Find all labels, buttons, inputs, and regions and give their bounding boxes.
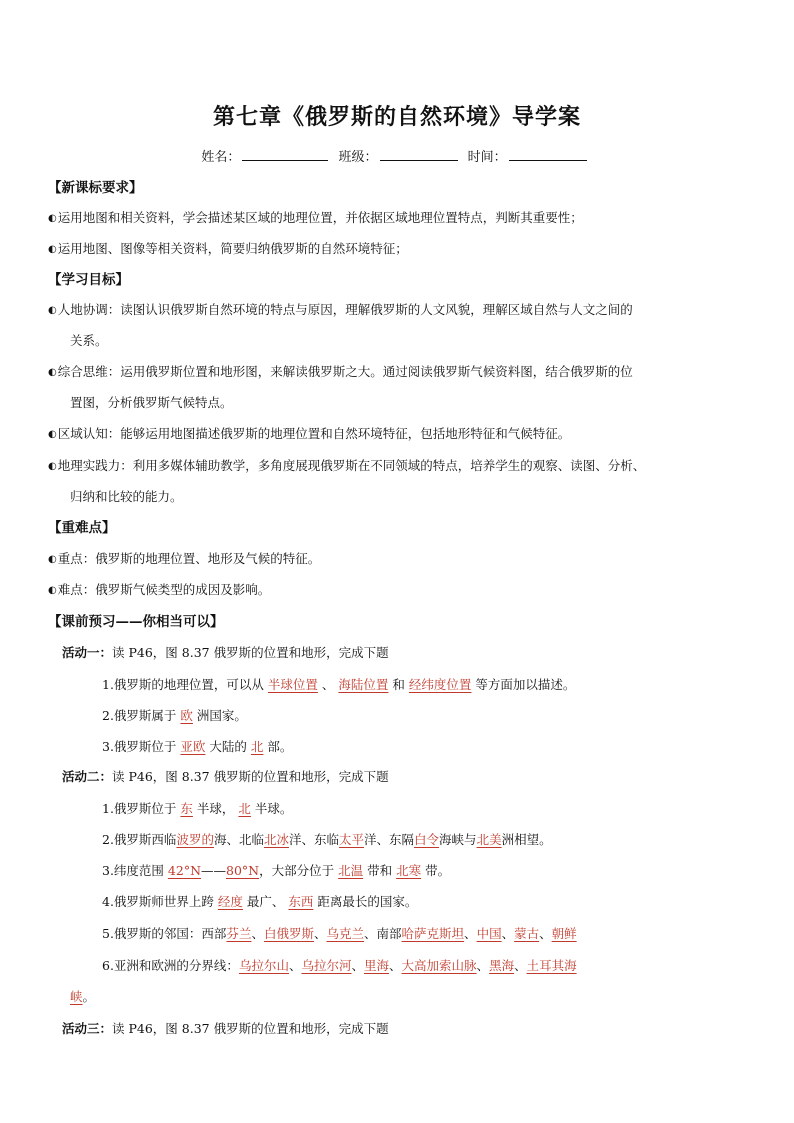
separator: 、	[313, 926, 327, 941]
answer: 太平	[339, 832, 365, 847]
question-text: 3.俄罗斯位于	[102, 739, 177, 754]
question-line	[102, 892, 794, 910]
class-label: 班级：	[338, 150, 378, 165]
question-text: 带和	[367, 863, 393, 878]
question-line	[102, 675, 794, 693]
section-header-preview: 【课前预习——你相当可以】	[48, 614, 224, 630]
answer: 朝鲜	[551, 926, 577, 941]
question-text: 距离最长的国家。	[317, 894, 418, 909]
section-header-standards: 【新课标要求】	[48, 180, 143, 196]
item-text: 区域认知：能够运用地图描述俄罗斯的地理位置和自然环境特征，包括地形特征和气候特征。	[57, 426, 571, 441]
answer: 里海	[364, 958, 390, 973]
question-text: 2.俄罗斯属于	[102, 708, 177, 723]
answer: 大高加索山脉	[401, 958, 477, 973]
answer: 峡	[70, 989, 83, 1004]
item-continuation: 归纳和比较的能力。	[70, 489, 183, 504]
answer: 北美	[476, 832, 502, 847]
answer: 白俄罗斯	[263, 926, 314, 941]
question-text: 4.俄罗斯师世界上跨	[102, 894, 214, 909]
answer: 土耳其海	[526, 958, 577, 973]
activity-instruction: 读 P46，图 8.37 俄罗斯的位置和地形，完成下题	[112, 1021, 389, 1036]
class-blank[interactable]	[380, 146, 458, 161]
bullet-icon: ◐	[48, 585, 57, 596]
item-text: 运用地图和相关资料，学会描述某区域的地理位置，并依据区域地理位置特点，判断其重要性；	[57, 210, 583, 225]
question-line	[102, 924, 794, 942]
student-info-line	[0, 146, 794, 165]
list-item	[48, 362, 748, 380]
answer: 北寒	[396, 863, 422, 878]
section-header-key-points: 【重难点】	[48, 520, 116, 536]
question-text: 带。	[425, 863, 451, 878]
question-text: 洋、东临	[288, 832, 339, 847]
separator: 、	[501, 926, 515, 941]
question-continuation	[70, 987, 770, 1005]
question-text: 等方面加以描述。	[475, 677, 576, 692]
question-text: 最广、	[246, 894, 285, 909]
question-text: ，大部分位于	[259, 863, 335, 878]
activity-three-heading	[62, 1019, 762, 1037]
separator: 、	[321, 677, 335, 692]
activity-instruction: 读 P46，图 8.37 俄罗斯的位置和地形，完成下题	[112, 769, 389, 784]
question-text: 部。	[267, 739, 293, 754]
answer: 白令	[414, 832, 440, 847]
list-item	[48, 239, 748, 257]
question-text: 海、北临	[213, 832, 264, 847]
list-item	[48, 424, 748, 442]
answer: 蒙古	[514, 926, 540, 941]
answer: 海陆位置	[338, 677, 389, 692]
answer: 黑海	[489, 958, 515, 973]
answer: 波罗的	[176, 832, 214, 847]
bullet-icon: ◐	[48, 244, 57, 255]
answer: 乌克兰	[326, 926, 365, 941]
question-text: 半球。	[254, 801, 293, 816]
activity-instruction: 读 P46，图 8.37 俄罗斯的位置和地形，完成下题	[112, 645, 389, 660]
list-item	[48, 300, 748, 318]
answer: 芬兰	[226, 926, 252, 941]
answer: 东	[180, 801, 193, 816]
activity-one-heading	[62, 643, 762, 661]
question-text: 大陆的	[209, 739, 247, 754]
separator: 和	[392, 677, 405, 692]
question-text: 5.俄罗斯的邻国：西部	[102, 926, 227, 941]
list-item	[48, 549, 748, 567]
item-text: 人地协调：读图认识俄罗斯自然环境的特点与原因，理解俄罗斯的人文风貌，理解区域自然与人文之间的	[57, 302, 633, 317]
question-text: 、南部	[364, 926, 402, 941]
question-text: 。	[82, 989, 96, 1004]
answer: 北冰	[263, 832, 289, 847]
bullet-icon: ◐	[48, 429, 57, 440]
question-line	[102, 799, 794, 817]
answer: 亚欧	[180, 739, 206, 754]
bullet-icon: ◐	[48, 305, 57, 316]
question-text: 海峡与	[439, 832, 477, 847]
name-label: 姓名：	[201, 150, 241, 165]
item-text: 地理实践力：利用多媒体辅助教学，多角度展现俄罗斯在不同领域的特点，培养学生的观察、读图、分析、	[57, 458, 646, 473]
question-text: 半球，	[196, 801, 235, 816]
question-line	[102, 956, 794, 974]
question-line	[102, 706, 794, 724]
separator: 、	[389, 958, 402, 973]
separator: 、	[514, 958, 527, 973]
answer: 乌拉尔山	[238, 958, 289, 973]
separator: 、	[288, 958, 302, 973]
bullet-icon: ◐	[48, 554, 57, 565]
bullet-icon: ◐	[48, 213, 57, 224]
time-label: 时间：	[467, 150, 507, 165]
list-item	[48, 208, 748, 226]
name-blank[interactable]	[242, 146, 328, 161]
separator: ——	[201, 863, 227, 878]
answer: 经纬度位置	[408, 677, 472, 692]
answer: 乌拉尔河	[301, 958, 352, 973]
bullet-icon: ◐	[48, 367, 57, 378]
activity-label: 活动二：	[62, 769, 113, 784]
separator: 、	[539, 926, 552, 941]
answer: 北温	[338, 863, 364, 878]
activity-two-heading	[62, 767, 762, 785]
answer: 北	[238, 801, 251, 816]
answer: 北	[250, 739, 264, 754]
separator: 、	[351, 958, 364, 973]
item-text: 难点：俄罗斯气候类型的成因及影响。	[57, 582, 271, 597]
question-line	[102, 737, 794, 755]
activity-label: 活动一：	[62, 645, 113, 660]
activity-label: 活动三：	[62, 1021, 113, 1036]
item-text: 综合思维：运用俄罗斯位置和地形图，来解读俄罗斯之大。通过阅读俄罗斯气候资料图，结合俄罗斯的位	[57, 364, 633, 379]
separator: 、	[251, 926, 264, 941]
page-title: 第七章《俄罗斯的自然环境》导学案	[212, 104, 581, 130]
question-line	[102, 861, 794, 879]
separator: 、	[476, 958, 490, 973]
question-text: 3.纬度范围	[102, 863, 164, 878]
separator: 、	[464, 926, 477, 941]
answer: 中国	[476, 926, 502, 941]
answer: 经度	[217, 894, 243, 909]
question-text: 洋、东隔	[364, 832, 415, 847]
list-item	[48, 580, 748, 598]
question-text: 1.俄罗斯的地理位置，可以从	[102, 677, 264, 692]
answer: 欧	[180, 708, 193, 723]
question-text: 洲国家。	[196, 708, 247, 723]
answer: 42°N	[167, 863, 202, 878]
list-item	[48, 456, 748, 474]
item-continuation: 关系。	[70, 333, 108, 348]
answer: 哈萨克斯坦	[401, 926, 465, 941]
answer: 东西	[288, 894, 314, 909]
item-text: 重点：俄罗斯的地理位置、地形及气候的特征。	[57, 551, 321, 566]
item-text: 运用地图、图像等相关资料，简要归纳俄罗斯的自然环境特征；	[57, 241, 408, 256]
section-header-goals: 【学习目标】	[48, 272, 129, 288]
question-text: 2.俄罗斯西临	[102, 832, 177, 847]
time-blank[interactable]	[509, 146, 587, 161]
question-text: 1.俄罗斯位于	[102, 801, 177, 816]
question-line	[102, 830, 794, 848]
question-text: 洲相望。	[501, 832, 552, 847]
answer: 80°N	[226, 863, 260, 878]
bullet-icon: ◐	[48, 461, 57, 472]
item-continuation: 置图，分析俄罗斯气候特点。	[70, 395, 233, 410]
answer: 半球位置	[267, 677, 318, 692]
question-text: 6.亚洲和欧洲的分界线：	[102, 958, 239, 973]
